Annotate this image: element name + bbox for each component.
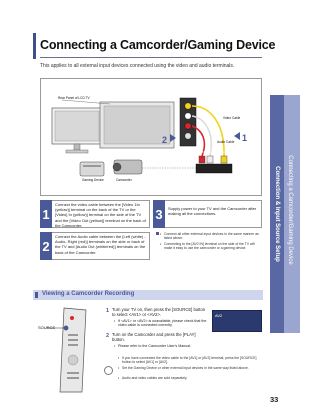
note-bullet: •	[160, 232, 162, 236]
device-jack-panel-icon	[196, 164, 232, 173]
step-3-text: Supply power to your TV and the Camcorder after making all the connections.	[168, 206, 257, 217]
callout-1-arrow	[234, 132, 240, 140]
step-1-text: Connect the video cable between the [Video 1In (yellow)] terminal on the back of the TV or the [Video] In (yellow)] terminal on the side of the TV and the [Video Out (yellow)] terminal on the back of the Camcorder.	[55, 202, 146, 228]
step-2-text: Connect the Audio cable between the [Left (white) -Audio- Right (red)] terminals on the side or back of the TV and [Audio Out (white/red)] terminals on the back of the Camcorder.	[55, 234, 146, 255]
note-icon	[104, 366, 113, 375]
device-jack-label-video: VIDEO OUT	[213, 150, 230, 154]
rear-panel-label: Rear Panel of LCD TV	[58, 96, 90, 100]
note-icon-top	[156, 232, 162, 236]
gaming-device-icon	[80, 162, 104, 176]
device-jack-label-audio: AUDIO OUT	[196, 150, 213, 154]
note-bottom-2: Set the Gaming Device or other external input devices in the same way listed above.	[122, 366, 249, 370]
note-bullet: •	[118, 376, 120, 380]
camcorder-label: Camcorder	[116, 178, 132, 182]
step-2-number: 2	[40, 232, 52, 260]
side-tab-section: Connection & Input Source Setup	[274, 166, 280, 262]
gaming-device-label: Gaming Device	[82, 178, 104, 182]
intro-text: This applies to all external input devices connected using the video and audio terminals.	[40, 63, 235, 69]
audio-cable-label: Audio Cable	[217, 140, 235, 144]
step-1-number: 1	[40, 200, 52, 228]
source-button-label: SOURCE	[38, 325, 56, 330]
instruction-bullet: •	[114, 319, 116, 323]
video-cable	[192, 106, 224, 156]
page-title: Connecting a Camcorder/Gaming Device	[40, 38, 276, 52]
note-bullet: •	[160, 242, 162, 246]
note-bottom-3: Audio and video cables are sold separately.	[122, 376, 188, 380]
note-bottom-1: If you have connected the video cable to the [AV1] or [AV2] terminal, press the [SOURCE] button to select [AV1] or [AV2].	[122, 356, 257, 365]
note-bullet: •	[118, 356, 120, 360]
title-accent-bar	[33, 33, 36, 59]
section-title: Viewing a Camcorder Recording	[42, 291, 135, 297]
instruction-2-number: 2	[105, 332, 110, 339]
remote-control-icon	[36, 306, 94, 394]
side-tab-subsection: Connecting a Camcorder/Gaming Device	[287, 155, 293, 265]
instruction-1-text: Turn your TV on, then press the [SOURCE] button to select <AV1> or <AV2>.	[112, 307, 206, 317]
section-header-mark	[35, 292, 38, 298]
video-cable-label: Video Cable	[223, 116, 241, 120]
note-top-1: Connect all other external input devices in the same manner as listed above.	[164, 232, 259, 241]
title-rule	[40, 57, 262, 58]
note-top-2: Connecting to the [AV2 IN] terminal on the side of the TV will make it easy to use the camcorder or a gaming device.	[164, 242, 255, 251]
step-3-number: 3	[153, 200, 165, 228]
page-number: 33	[270, 395, 279, 404]
instruction-bullet: •	[114, 344, 116, 348]
callout-1: 1	[242, 133, 248, 143]
instruction-1-note: If <AV1> or <AV2> is unavailable, please check that the video cable is connected correctly.	[118, 319, 207, 328]
instruction-1-number: 1	[105, 307, 110, 314]
instruction-2-text: Turn on the Camcorder and press the [PLAY] button.	[112, 332, 196, 342]
tv-osd-text: AV2	[215, 313, 223, 318]
note-bullet: •	[118, 366, 120, 370]
callout-2: 2	[162, 135, 168, 145]
instruction-2-note: Please refer to the Camcorder User's Manual.	[118, 344, 191, 348]
